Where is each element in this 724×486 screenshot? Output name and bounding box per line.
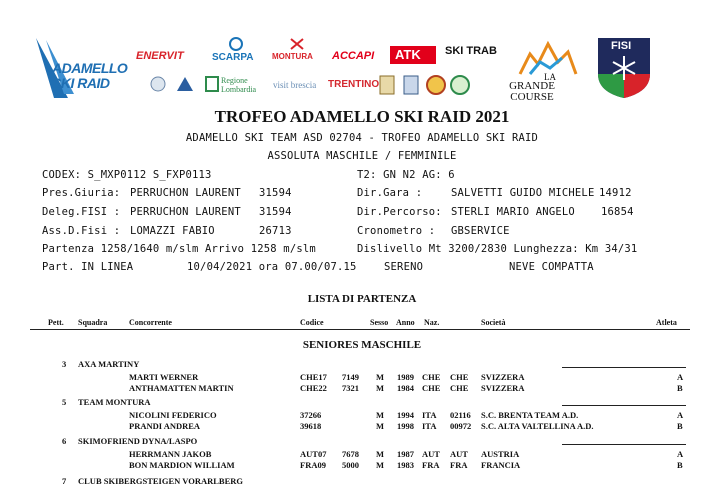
grande-course-line3: COURSE [510, 91, 554, 103]
athlete-code2: 7321 [342, 383, 359, 393]
trentino-logo: TRENTINO [328, 79, 380, 90]
athlete-nat: AUT [422, 449, 440, 459]
col-societa: Società [481, 318, 506, 327]
athlete-nat: ITA [422, 421, 437, 431]
dir-percorso-name: STERLI MARIO ANGELO [451, 206, 575, 218]
col-concorrente: Concorrente [129, 318, 172, 327]
dislivello-info: Dislivello Mt 3200/2830 Lunghezza: Km 34/31 [357, 243, 638, 255]
cronometro-name: GBSERVICE [451, 225, 510, 237]
accapi-logo: ACCAPI [332, 50, 375, 62]
athlete-club: S.C. ALTA VALTELLINA A.D. [481, 421, 594, 431]
athlete-nat: CHE [422, 383, 441, 393]
athlete-code2: 5000 [342, 460, 359, 470]
col-anno: Anno [396, 318, 415, 327]
athlete-sex: M [376, 410, 385, 420]
weather: SERENO [384, 261, 424, 273]
ass-code: 26713 [259, 225, 292, 237]
athlete-club: AUSTRIA [481, 449, 520, 459]
adamello-logo-line2: SKI RAID [52, 75, 110, 91]
deleg-name: PERRUCHON LAURENT [130, 206, 241, 218]
race-category: ASSOLUTA MASCHILE / FEMMINILE [267, 150, 457, 162]
athlete-code2: 7678 [342, 449, 359, 459]
fisi-logo: FISI [611, 40, 632, 52]
athlete-club: SVIZZERA [481, 372, 525, 382]
athlete-club: FRANCIA [481, 460, 521, 470]
athlete-nat: CHE [422, 372, 441, 382]
list-title: LISTA DI PARTENZA [307, 293, 417, 305]
athlete-slot: A [677, 410, 684, 420]
visitbrescia-logo: visit brescia [273, 80, 317, 90]
team-name: CLUB SKIBERGSTEIGEN VORARLBERG [78, 476, 243, 486]
athlete-year: 1984 [397, 383, 414, 393]
athlete-name: PRANDI ANDREA [129, 421, 201, 431]
team-name: AXA MARTINY [78, 359, 140, 369]
team-rule [562, 444, 686, 445]
team-name: TEAM MONTURA [78, 397, 151, 407]
athlete-sex: M [376, 372, 385, 382]
athlete-sex: M [376, 383, 385, 393]
athlete-nat2: 02116 [450, 410, 471, 420]
athlete-slot: B [677, 460, 683, 470]
athlete-nat2: CHE [450, 383, 469, 393]
team-name: SKIMOFRIEND DYNA/LASPO [78, 436, 198, 446]
enervit-logo: ENERVIT [136, 50, 184, 62]
col-pett: Pett. [48, 318, 64, 327]
regione-lombardia-icon [205, 76, 219, 92]
atk-logo: ATK [395, 47, 421, 62]
athlete-sex: M [376, 421, 385, 431]
grande-course-mountain-icon [518, 40, 578, 76]
athlete-nat2: CHE [450, 372, 469, 382]
athlete-nat2: FRA [450, 460, 468, 470]
grande-course-line2: GRANDE [509, 80, 555, 92]
header-rule [30, 329, 690, 330]
athlete-nat2: 00972 [450, 421, 472, 431]
t2-info: T2: GN N2 AG: 6 [357, 169, 455, 181]
athlete-name: BON MARDION WILLIAM [129, 460, 235, 470]
scarpa-icon [227, 37, 245, 51]
athlete-name: NICOLINI FEDERICO [129, 410, 217, 420]
montura-logo: MONTURA [272, 52, 313, 61]
col-sesso: Sesso [370, 318, 389, 327]
adamello-logo-line1: ADAMELLO [52, 60, 128, 76]
athlete-code: 37266 [300, 410, 322, 420]
col-atleta: Atleta [656, 318, 677, 327]
athlete-year: 1987 [397, 449, 414, 459]
athlete-code: 39618 [300, 421, 322, 431]
partenza-type: Part. IN LINEA [42, 261, 134, 273]
regione-lombardia-logo: Regione Lombardia [221, 76, 257, 94]
codex: CODEX: S_MXP0112 S_FXP0113 [42, 169, 212, 181]
dir-gara-label: Dir.Gara : [357, 187, 423, 199]
athlete-code: CHE22 [300, 383, 327, 393]
athlete-year: 1994 [397, 410, 414, 420]
col-squadra: Squadra [78, 318, 108, 327]
team-rule [562, 367, 686, 368]
team-pett: 5 [62, 397, 67, 407]
scarpa-logo: SCARPA [212, 52, 254, 63]
dir-gara-code: 14912 [599, 187, 632, 199]
snow-condition: NEVE COMPATTA [509, 261, 594, 273]
athlete-code: CHE17 [300, 372, 327, 382]
deleg-code: 31594 [259, 206, 292, 218]
cronometro-label: Cronometro : [357, 225, 436, 237]
athlete-sex: M [376, 449, 385, 459]
athlete-nat: ITA [422, 410, 437, 420]
athlete-year: 1998 [397, 421, 414, 431]
dir-gara-name: SALVETTI GUIDO MICHELE [451, 187, 595, 199]
athlete-nat: FRA [422, 460, 440, 470]
ass-name: LOMAZZI FABIO [130, 225, 215, 237]
mountain-emblem-icon [176, 75, 194, 93]
athlete-name: MARTI WERNER [129, 372, 199, 382]
ass-label: Ass.D.Fisi : [42, 225, 121, 237]
athlete-year: 1983 [397, 460, 414, 470]
athlete-club: SVIZZERA [481, 383, 525, 393]
emblem-icon [150, 76, 166, 92]
team-pett: 3 [62, 359, 67, 369]
athlete-slot: B [677, 383, 683, 393]
athlete-slot: A [677, 449, 684, 459]
col-codice: Codice [300, 318, 324, 327]
team-pett: 6 [62, 436, 67, 446]
skitrab-logo: SKI TRAB [445, 45, 497, 57]
municipality-emblems-icon [378, 74, 478, 96]
team-rule [562, 405, 686, 406]
athlete-code: FRA09 [300, 460, 326, 470]
athlete-slot: B [677, 421, 683, 431]
athlete-code: AUT07 [300, 449, 327, 459]
giuria-label: Pres.Giuria: [42, 187, 121, 199]
athlete-slot: A [677, 372, 684, 382]
athlete-sex: M [376, 460, 385, 470]
athlete-nat2: AUT [450, 449, 468, 459]
athlete-code2: 7149 [342, 372, 359, 382]
dir-percorso-code: 16854 [601, 206, 634, 218]
race-datetime: 10/04/2021 ora 07.00/07.15 [187, 261, 357, 273]
deleg-label: Deleg.FISI : [42, 206, 121, 218]
giuria-code: 31594 [259, 187, 292, 199]
athlete-club: S.C. BRENTA TEAM A.D. [481, 410, 579, 420]
col-naz: Naz. [424, 318, 440, 327]
partenza-info: Partenza 1258/1640 m/slm Arrivo 1258 m/slm [42, 243, 316, 255]
athlete-name: ANTHAMATTEN MARTIN [129, 383, 234, 393]
grande-course-line1: LA [544, 72, 556, 82]
team-pett: 7 [62, 476, 67, 486]
section-title: SENIORES MASCHILE [302, 339, 422, 351]
athlete-year: 1989 [397, 372, 414, 382]
race-subtitle: ADAMELLO SKI TEAM ASD 02704 - TROFEO ADAMELLO SKI RAID [185, 132, 539, 144]
dir-percorso-label: Dir.Percorso: [357, 206, 442, 218]
athlete-name: HERRMANN JAKOB [129, 449, 212, 459]
page-title: TROFEO ADAMELLO SKI RAID 2021 [214, 107, 510, 126]
montura-icon [289, 37, 305, 51]
giuria-name: PERRUCHON LAURENT [130, 187, 241, 199]
